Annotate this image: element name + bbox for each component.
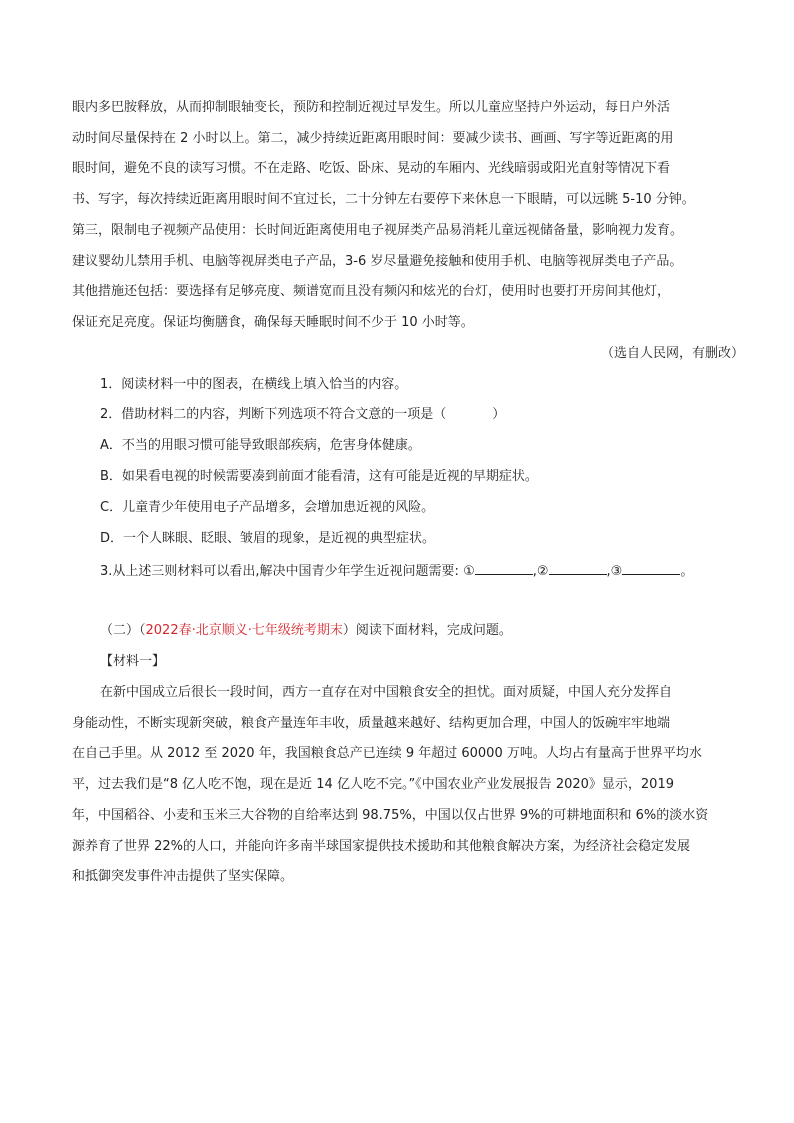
- passage-line-8: 保证充足亮度。保证均衡膳食，确保每天睡眠时间不少于 10 小时等。: [72, 315, 474, 330]
- answer-blank-2[interactable]: [549, 560, 607, 575]
- blank-separator-1: ,: [532, 564, 537, 579]
- section-two-suffix: ）阅读下面材料，完成问题。: [342, 623, 512, 638]
- option-a: A．不当的用眼习惯可能导致眼部疾病，危害身体健康。: [100, 438, 421, 453]
- question-3-stem: 3.从上述三则材料可以看出,解决中国青少年学生近视问题需要:: [100, 564, 459, 579]
- section-two-source: 2022春·北京顺义·七年级统考期末: [145, 623, 343, 638]
- blank-mark-1: ①: [463, 564, 475, 579]
- material-line-3: 在自己手里。从 2012 至 2020 年，我国粮食总产已连续 9 年超过 60000 万吨。人均占有量高于世界平均水: [72, 746, 702, 761]
- material-line-1: 在新中国成立后很长一段时间，西方一直存在对中国粮食安全的担忧。面对质疑，中国人充分发挥自: [100, 685, 673, 700]
- question-2-stem: 2．借助材料二的内容，判断下列选项不符合文意的一项是（: [100, 407, 447, 422]
- answer-blank-3[interactable]: [622, 560, 680, 575]
- material-line-6: 源养育了世界 22%的人口，并能向许多南半球国家提供技术援助和其他粮食解决方案，为经济社会稳定发展: [72, 839, 691, 854]
- material-line-7: 和抵御突发事件冲击提供了坚实保障。: [72, 869, 294, 884]
- material-line-5: 年，中国稻谷、小麦和玉米三大谷物的自给率达到 98.75%，中国以仅占世界 9%的可耕地面积和 6%的淡水资: [72, 808, 709, 823]
- option-c: C．儿童青少年使用电子产品增多，会增加患近视的风险。: [100, 500, 435, 515]
- passage-line-3: 眼时间，避免不良的读写习惯。不在走路、吃饭、卧床、晃动的车厢内、光线暗弱或阳光直射等情况下看: [72, 161, 671, 176]
- question-3: [100, 560, 693, 581]
- answer-blank-1[interactable]: [475, 560, 533, 575]
- question-3-end: 。: [680, 564, 694, 579]
- passage-line-4: 书、写字，每次持续近距离用眼时间不宜过长，二十分钟左右要停下来休息一下眼睛，可以远眺 5-10 分钟。: [72, 192, 695, 207]
- section-two-prefix: （二）（: [100, 623, 146, 638]
- material-line-4: 平，过去我们是“8 亿人吃不饱，现在是近 14 亿人吃不完。”《中国农业产业发展报告 2020》显示，2019: [72, 777, 674, 792]
- passage-line-2: 动时间尽量保持在 2 小时以上。第二，减少持续近距离用眼时间：要减少读书、画画、写字等近距离的用: [72, 131, 674, 146]
- question-2-close: ）: [492, 407, 506, 422]
- section-two-heading: [100, 622, 512, 640]
- blank-separator-2: ,: [606, 564, 611, 579]
- blank-mark-3: ③: [610, 564, 623, 579]
- passage-line-1: 眼内多巴胺释放，从而抑制眼轴变长，预防和控制近视过早发生。所以儿童应坚持户外运动，每日户外活: [72, 100, 671, 115]
- passage-line-6: 建议婴幼儿禁用手机、电脑等视屏类电子产品，3-6 岁尽量避免接触和使用手机、电脑等视屏类电子产品。: [72, 254, 683, 269]
- option-b: B．如果看电视的时候需要凑到前面才能看清，这有可能是近视的早期症状。: [100, 469, 538, 484]
- question-2: [100, 406, 505, 424]
- passage-source: （选自人民网，有删改）: [600, 346, 744, 361]
- passage-line-7: 其他措施还包括：要选择有足够亮度、频谱宽而且没有频闪和炫光的台灯，使用时也要打开房间其他灯，: [72, 284, 671, 299]
- material-one-title: 【材料一】: [100, 654, 166, 669]
- passage-line-5: 第三，限制电子视频产品使用：长时间近距离使用电子视屏类产品易消耗儿童远视储备量，影响视力发育。: [72, 223, 684, 238]
- material-line-2: 身能动性，不断实现新突破，粮食产量连年丰收，质量越来越好、结构更加合理，中国人的饭碗牢牢地端: [72, 716, 671, 731]
- option-d: D．一个人眯眼、眨眼、皱眉的现象，是近视的典型症状。: [100, 531, 436, 546]
- question-1: 1．阅读材料一中的图表，在横线上填入恰当的内容。: [100, 377, 408, 392]
- blank-mark-2: ②: [536, 564, 549, 579]
